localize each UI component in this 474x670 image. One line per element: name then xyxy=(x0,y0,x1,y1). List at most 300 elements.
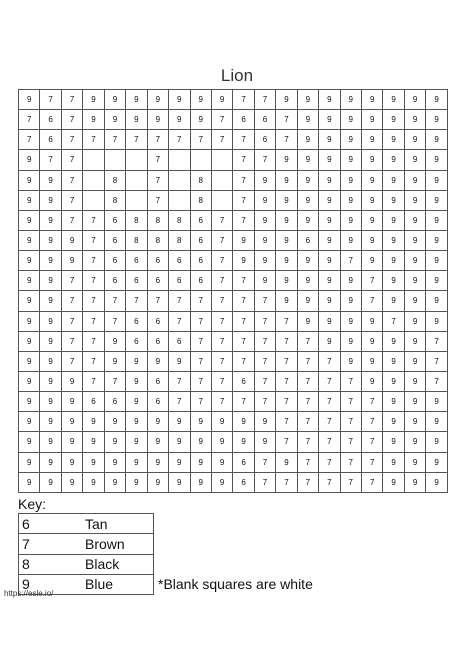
grid-cell: 7 xyxy=(254,90,275,110)
grid-cell: 9 xyxy=(383,412,404,432)
grid-cell: 7 xyxy=(383,311,404,331)
grid-cell: 6 xyxy=(297,230,318,250)
grid-cell xyxy=(126,150,147,170)
grid-cell: 9 xyxy=(40,271,61,291)
grid-cell: 9 xyxy=(61,452,82,472)
grid-cell: 9 xyxy=(211,472,232,492)
grid-cell: 9 xyxy=(404,311,425,331)
grid-cell: 9 xyxy=(19,90,40,110)
grid-cell: 9 xyxy=(404,251,425,271)
grid-cell: 9 xyxy=(362,351,383,371)
grid-cell: 7 xyxy=(362,412,383,432)
grid-cell: 9 xyxy=(104,351,125,371)
grid-cell: 9 xyxy=(319,291,340,311)
grid-cell: 9 xyxy=(126,90,147,110)
grid-cell: 9 xyxy=(319,190,340,210)
grid-cell: 9 xyxy=(383,150,404,170)
grid-cell: 9 xyxy=(126,412,147,432)
grid-cell: 7 xyxy=(83,251,104,271)
grid-cell: 7 xyxy=(190,371,211,391)
grid-cell: 9 xyxy=(426,472,448,492)
grid-cell: 7 xyxy=(104,311,125,331)
grid-cell: 9 xyxy=(319,230,340,250)
grid-cell: 6 xyxy=(254,110,275,130)
grid-cell: 7 xyxy=(126,291,147,311)
grid-cell: 9 xyxy=(319,210,340,230)
grid-cell: 7 xyxy=(276,110,297,130)
page-title: Lion xyxy=(220,66,254,85)
grid-cell: 9 xyxy=(404,351,425,371)
grid-cell: 9 xyxy=(233,251,254,271)
grid-cell: 6 xyxy=(169,331,190,351)
grid-cell: 6 xyxy=(104,210,125,230)
grid-cell: 7 xyxy=(233,291,254,311)
grid-cell: 7 xyxy=(233,392,254,412)
grid-cell: 7 xyxy=(254,311,275,331)
grid-cell: 7 xyxy=(276,130,297,150)
grid-cell: 9 xyxy=(126,452,147,472)
grid-cell: 7 xyxy=(169,311,190,331)
grid-cell: 9 xyxy=(426,291,448,311)
grid-cell: 9 xyxy=(147,432,168,452)
grid-cell: 7 xyxy=(169,371,190,391)
grid-cell: 9 xyxy=(19,452,40,472)
grid-row xyxy=(19,311,448,331)
grid-cell: 9 xyxy=(404,371,425,391)
grid-cell: 6 xyxy=(147,251,168,271)
grid-cell: 9 xyxy=(254,432,275,452)
grid-cell: 9 xyxy=(383,331,404,351)
grid-cell: 7 xyxy=(211,110,232,130)
grid-cell: 9 xyxy=(362,110,383,130)
grid-cell: 9 xyxy=(319,170,340,190)
grid-cell: 9 xyxy=(404,331,425,351)
grid-cell xyxy=(190,150,211,170)
grid-cell: 9 xyxy=(340,291,361,311)
grid-cell: 6 xyxy=(190,271,211,291)
grid-cell xyxy=(83,150,104,170)
grid-cell: 7 xyxy=(233,170,254,190)
grid-cell: 9 xyxy=(276,251,297,271)
grid-cell: 7 xyxy=(426,351,448,371)
grid-cell: 9 xyxy=(19,432,40,452)
grid-cell: 7 xyxy=(83,371,104,391)
grid-cell: 9 xyxy=(362,210,383,230)
grid-cell: 9 xyxy=(297,170,318,190)
grid-row xyxy=(19,412,448,432)
grid-cell: 9 xyxy=(211,432,232,452)
grid-cell: 8 xyxy=(190,190,211,210)
grid-cell: 7 xyxy=(61,351,82,371)
grid-cell: 6 xyxy=(104,271,125,291)
grid-cell: 9 xyxy=(319,251,340,271)
grid-cell: 7 xyxy=(254,291,275,311)
color-key-table xyxy=(18,513,154,595)
grid-cell: 7 xyxy=(319,371,340,391)
grid-cell: 9 xyxy=(276,190,297,210)
grid-cell: 9 xyxy=(297,251,318,271)
grid-cell: 9 xyxy=(426,311,448,331)
grid-cell: 7 xyxy=(233,210,254,230)
grid-cell: 7 xyxy=(362,392,383,412)
grid-cell: 9 xyxy=(254,170,275,190)
grid-cell: 9 xyxy=(190,412,211,432)
grid-cell: 7 xyxy=(211,351,232,371)
grid-cell: 9 xyxy=(147,351,168,371)
grid-cell: 7 xyxy=(211,331,232,351)
grid-cell: 7 xyxy=(233,331,254,351)
grid-cell: 7 xyxy=(40,150,61,170)
grid-cell: 9 xyxy=(190,432,211,452)
grid-cell: 7 xyxy=(104,291,125,311)
grid-cell: 7 xyxy=(340,392,361,412)
grid-cell: 9 xyxy=(340,90,361,110)
grid-cell: 7 xyxy=(61,190,82,210)
grid-cell: 9 xyxy=(404,170,425,190)
grid-cell xyxy=(83,170,104,190)
grid-cell: 9 xyxy=(404,230,425,250)
grid-cell: 9 xyxy=(276,291,297,311)
grid-cell: 9 xyxy=(40,210,61,230)
grid-cell: 6 xyxy=(147,392,168,412)
grid-cell: 9 xyxy=(426,190,448,210)
grid-cell: 9 xyxy=(426,210,448,230)
grid-cell: 7 xyxy=(319,412,340,432)
grid-cell: 9 xyxy=(104,432,125,452)
grid-cell: 7 xyxy=(83,291,104,311)
grid-cell: 9 xyxy=(340,351,361,371)
grid-cell: 7 xyxy=(190,311,211,331)
grid-cell: 9 xyxy=(404,210,425,230)
grid-cell: 9 xyxy=(169,472,190,492)
grid-cell: 7 xyxy=(319,472,340,492)
grid-cell: 7 xyxy=(61,150,82,170)
grid-cell: 9 xyxy=(340,110,361,130)
grid-cell: 8 xyxy=(126,230,147,250)
key-number: 8 xyxy=(19,554,83,574)
grid-cell: 9 xyxy=(276,452,297,472)
grid-cell: 6 xyxy=(40,110,61,130)
grid-cell: 7 xyxy=(340,432,361,452)
grid-cell: 9 xyxy=(19,472,40,492)
grid-cell: 9 xyxy=(426,110,448,130)
grid-cell: 9 xyxy=(190,90,211,110)
grid-cell: 7 xyxy=(276,412,297,432)
grid-cell: 9 xyxy=(404,452,425,472)
grid-cell: 9 xyxy=(426,432,448,452)
grid-cell: 7 xyxy=(211,271,232,291)
grid-cell: 7 xyxy=(254,150,275,170)
grid-cell: 9 xyxy=(404,472,425,492)
grid-cell: 9 xyxy=(426,251,448,271)
grid-cell: 7 xyxy=(190,130,211,150)
grid-cell: 9 xyxy=(40,412,61,432)
grid-row xyxy=(19,472,448,492)
grid-cell: 9 xyxy=(19,291,40,311)
grid-cell: 9 xyxy=(404,130,425,150)
grid-cell: 9 xyxy=(40,311,61,331)
grid-cell: 9 xyxy=(362,190,383,210)
key-heading: Key: xyxy=(18,496,47,512)
grid-cell: 9 xyxy=(147,412,168,432)
grid-cell: 7 xyxy=(233,130,254,150)
grid-cell: 6 xyxy=(190,210,211,230)
grid-cell: 9 xyxy=(40,452,61,472)
grid-cell: 9 xyxy=(340,311,361,331)
grid-cell: 7 xyxy=(319,351,340,371)
grid-cell: 9 xyxy=(40,251,61,271)
grid-row xyxy=(19,230,448,250)
grid-cell: 9 xyxy=(362,331,383,351)
grid-cell: 7 xyxy=(233,90,254,110)
grid-cell: 9 xyxy=(40,351,61,371)
grid-cell: 6 xyxy=(233,371,254,391)
grid-cell: 9 xyxy=(40,190,61,210)
grid-cell: 7 xyxy=(297,351,318,371)
grid-cell: 9 xyxy=(362,150,383,170)
grid-cell: 9 xyxy=(297,110,318,130)
grid-cell: 6 xyxy=(233,472,254,492)
grid-cell: 9 xyxy=(19,331,40,351)
key-color-name: Black xyxy=(82,554,154,574)
grid-cell: 9 xyxy=(40,331,61,351)
grid-cell: 6 xyxy=(254,130,275,150)
grid-cell: 6 xyxy=(233,452,254,472)
grid-cell: 9 xyxy=(404,90,425,110)
grid-cell: 9 xyxy=(276,150,297,170)
grid-cell: 9 xyxy=(19,371,40,391)
grid-cell: 7 xyxy=(40,90,61,110)
grid-cell: 7 xyxy=(211,130,232,150)
grid-row xyxy=(19,130,448,150)
grid-cell: 9 xyxy=(383,371,404,391)
grid-cell: 9 xyxy=(233,230,254,250)
grid-cell: 9 xyxy=(362,311,383,331)
grid-cell: 7 xyxy=(319,432,340,452)
source-url: https://esle.io/ xyxy=(4,589,54,598)
grid-cell: 9 xyxy=(426,452,448,472)
grid-cell: 7 xyxy=(319,452,340,472)
grid-cell: 9 xyxy=(40,230,61,250)
grid-cell: 7 xyxy=(147,291,168,311)
grid-cell: 9 xyxy=(19,230,40,250)
grid-cell: 9 xyxy=(40,392,61,412)
grid-cell: 7 xyxy=(362,271,383,291)
grid-cell: 7 xyxy=(362,452,383,472)
grid-cell: 6 xyxy=(126,331,147,351)
key-color-name: Blue xyxy=(82,574,154,594)
grid-cell: 7 xyxy=(362,472,383,492)
grid-cell: 9 xyxy=(61,392,82,412)
grid-cell: 9 xyxy=(383,392,404,412)
grid-cell: 9 xyxy=(404,150,425,170)
key-row xyxy=(19,514,154,534)
grid-cell: 9 xyxy=(319,130,340,150)
grid-cell: 9 xyxy=(340,130,361,150)
grid-cell: 9 xyxy=(61,412,82,432)
grid-cell: 7 xyxy=(254,452,275,472)
grid-cell: 7 xyxy=(169,392,190,412)
grid-cell: 7 xyxy=(233,311,254,331)
grid-cell: 9 xyxy=(61,251,82,271)
grid-cell: 9 xyxy=(276,271,297,291)
grid-cell: 7 xyxy=(83,130,104,150)
grid-cell xyxy=(126,190,147,210)
grid-cell: 7 xyxy=(147,150,168,170)
grid-cell: 9 xyxy=(19,170,40,190)
grid-cell: 7 xyxy=(297,452,318,472)
grid-cell: 7 xyxy=(297,371,318,391)
grid-cell: 9 xyxy=(19,150,40,170)
grid-cell: 9 xyxy=(19,210,40,230)
grid-cell: 7 xyxy=(362,432,383,452)
grid-cell: 7 xyxy=(190,291,211,311)
grid-cell: 9 xyxy=(169,412,190,432)
grid-cell: 7 xyxy=(169,291,190,311)
grid-cell: 9 xyxy=(404,110,425,130)
grid-cell: 7 xyxy=(276,371,297,391)
grid-cell: 6 xyxy=(126,311,147,331)
grid-cell: 7 xyxy=(340,412,361,432)
grid-cell xyxy=(169,190,190,210)
grid-row xyxy=(19,90,448,110)
grid-cell: 9 xyxy=(254,271,275,291)
grid-cell xyxy=(211,150,232,170)
grid-cell xyxy=(104,150,125,170)
key-number: 6 xyxy=(19,514,83,534)
grid-cell: 6 xyxy=(147,311,168,331)
grid-cell: 9 xyxy=(340,210,361,230)
grid-cell: 9 xyxy=(254,210,275,230)
grid-cell: 9 xyxy=(104,90,125,110)
grid-cell: 7 xyxy=(61,271,82,291)
grid-cell: 7 xyxy=(211,311,232,331)
grid-cell: 9 xyxy=(340,331,361,351)
grid-cell: 9 xyxy=(40,432,61,452)
grid-cell: 6 xyxy=(169,271,190,291)
grid-cell: 7 xyxy=(340,452,361,472)
grid-cell: 7 xyxy=(233,351,254,371)
key-color-name: Tan xyxy=(82,514,154,534)
grid-cell: 9 xyxy=(297,311,318,331)
grid-cell: 9 xyxy=(233,412,254,432)
grid-cell: 7 xyxy=(61,130,82,150)
grid-cell: 9 xyxy=(319,150,340,170)
grid-cell: 9 xyxy=(169,110,190,130)
grid-cell: 7 xyxy=(233,271,254,291)
grid-cell: 9 xyxy=(319,311,340,331)
grid-cell: 9 xyxy=(276,170,297,190)
grid-cell: 9 xyxy=(40,170,61,190)
grid-cell: 9 xyxy=(297,271,318,291)
grid-cell: 7 xyxy=(426,371,448,391)
grid-cell: 7 xyxy=(190,392,211,412)
grid-cell: 7 xyxy=(104,130,125,150)
grid-cell: 9 xyxy=(19,351,40,371)
grid-cell: 7 xyxy=(211,371,232,391)
grid-cell: 9 xyxy=(297,90,318,110)
grid-cell: 7 xyxy=(61,210,82,230)
grid-cell: 9 xyxy=(340,170,361,190)
grid-cell: 7 xyxy=(19,110,40,130)
grid-cell: 6 xyxy=(126,271,147,291)
grid-cell: 9 xyxy=(383,271,404,291)
grid-cell: 9 xyxy=(362,230,383,250)
grid-row xyxy=(19,251,448,271)
grid-cell: 7 xyxy=(319,392,340,412)
grid-cell: 7 xyxy=(254,331,275,351)
grid-row xyxy=(19,170,448,190)
grid-row xyxy=(19,432,448,452)
grid-cell: 8 xyxy=(104,170,125,190)
grid-cell xyxy=(126,170,147,190)
grid-cell: 7 xyxy=(190,331,211,351)
grid-cell: 7 xyxy=(126,130,147,150)
grid-cell: 7 xyxy=(254,472,275,492)
grid-cell: 9 xyxy=(254,190,275,210)
grid-cell: 9 xyxy=(383,90,404,110)
grid-cell: 6 xyxy=(40,130,61,150)
grid-cell: 9 xyxy=(383,452,404,472)
grid-row xyxy=(19,271,448,291)
grid-row xyxy=(19,452,448,472)
grid-cell: 7 xyxy=(211,392,232,412)
color-by-number-grid xyxy=(18,89,448,493)
grid-cell: 7 xyxy=(340,472,361,492)
grid-cell: 9 xyxy=(126,351,147,371)
grid-cell: 9 xyxy=(126,110,147,130)
grid-cell: 9 xyxy=(319,271,340,291)
grid-cell xyxy=(169,170,190,190)
grid-cell: 7 xyxy=(19,130,40,150)
grid-row xyxy=(19,351,448,371)
grid-cell: 9 xyxy=(61,472,82,492)
grid-cell: 9 xyxy=(297,150,318,170)
grid-cell: 9 xyxy=(426,150,448,170)
grid-row xyxy=(19,392,448,412)
grid-cell: 9 xyxy=(404,190,425,210)
grid-cell: 9 xyxy=(104,472,125,492)
grid-cell: 6 xyxy=(147,271,168,291)
grid-row xyxy=(19,371,448,391)
grid-cell: 9 xyxy=(169,452,190,472)
grid-cell: 7 xyxy=(297,412,318,432)
grid-cell: 7 xyxy=(190,351,211,371)
grid-cell: 7 xyxy=(83,351,104,371)
grid-cell: 7 xyxy=(83,271,104,291)
grid-cell: 9 xyxy=(383,291,404,311)
grid-cell: 9 xyxy=(83,432,104,452)
grid-cell: 9 xyxy=(383,190,404,210)
grid-cell: 6 xyxy=(169,251,190,271)
grid-cell: 9 xyxy=(404,271,425,291)
grid-cell: 7 xyxy=(297,392,318,412)
grid-cell: 9 xyxy=(319,331,340,351)
grid-cell: 7 xyxy=(104,371,125,391)
grid-cell: 9 xyxy=(83,472,104,492)
grid-cell: 7 xyxy=(254,371,275,391)
grid-cell: 9 xyxy=(19,251,40,271)
grid-cell: 7 xyxy=(254,351,275,371)
grid-cell: 9 xyxy=(319,90,340,110)
grid-cell: 9 xyxy=(19,311,40,331)
grid-cell: 9 xyxy=(147,452,168,472)
grid-cell: 6 xyxy=(190,251,211,271)
grid-cell: 7 xyxy=(340,371,361,391)
grid-cell: 7 xyxy=(340,251,361,271)
grid-cell: 9 xyxy=(211,452,232,472)
grid-row xyxy=(19,190,448,210)
